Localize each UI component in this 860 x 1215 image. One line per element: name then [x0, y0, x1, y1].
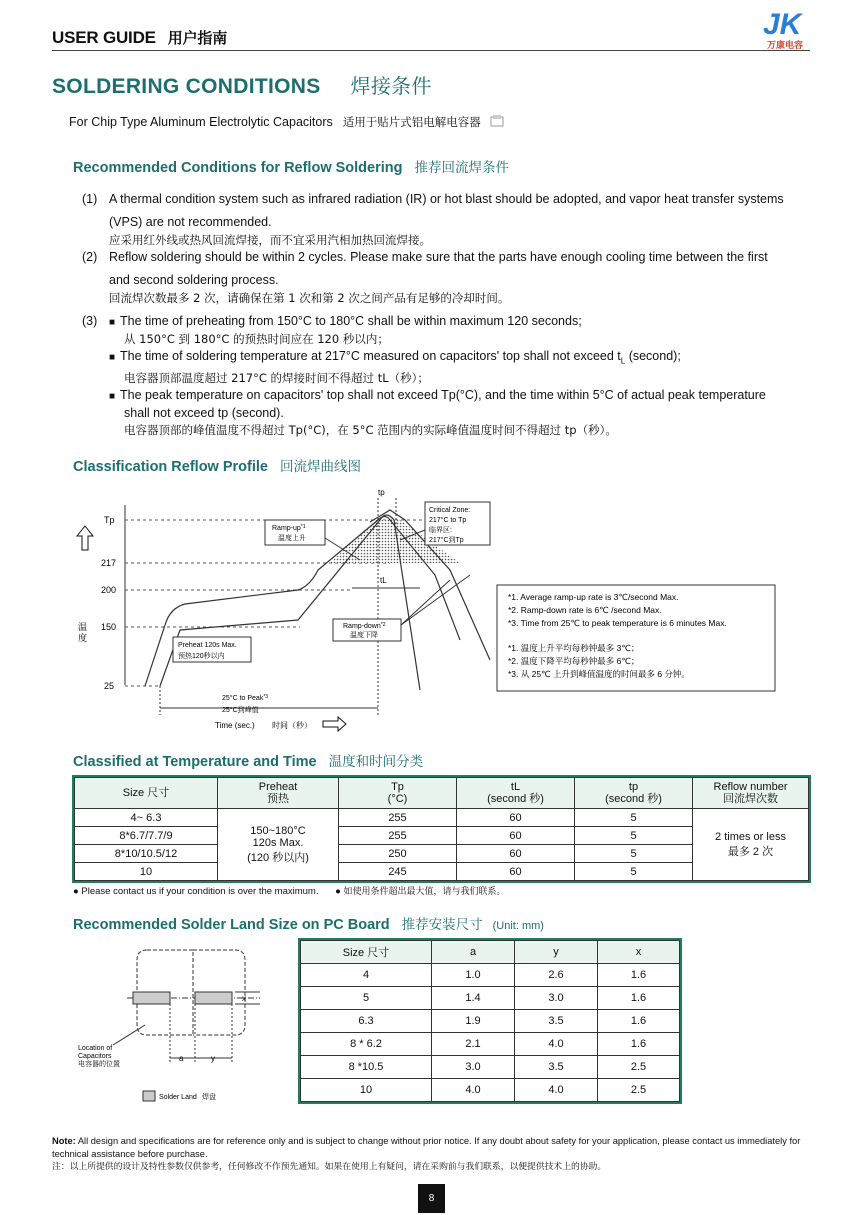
cell-reflow	[693, 809, 809, 881]
col-tpt	[575, 778, 693, 809]
temp-time-table-frame	[72, 775, 811, 883]
cell-tpt: 5	[575, 827, 693, 845]
table-row	[301, 1079, 680, 1102]
cell-x: 1.6	[598, 1010, 680, 1033]
condition-item-3	[82, 313, 812, 439]
section-land-size-cn: 推荐安装尺寸	[401, 917, 483, 933]
up-arrow-icon	[77, 526, 93, 550]
col-tl	[457, 778, 575, 809]
cell-size: 6.3	[301, 1010, 432, 1033]
cell-size: 8*6.7/7.7/9	[75, 827, 218, 845]
cell-tl: 60	[457, 809, 575, 827]
page-title-cn: 焊接条件	[350, 74, 432, 98]
cell-a: 1.4	[432, 987, 515, 1010]
table-row	[75, 809, 809, 827]
page-title	[52, 70, 432, 99]
section-reflow-profile-en: Classification Reflow Profile	[73, 459, 268, 475]
land-size-table-frame	[298, 938, 682, 1104]
temp-time-table	[74, 777, 809, 881]
cell-a: 1.9	[432, 1010, 515, 1033]
cell-y: 2.6	[515, 964, 598, 987]
section-land-size-en: Recommended Solder Land Size on PC Board	[73, 917, 390, 933]
bullet-soldering-end: (second);	[625, 349, 681, 363]
critical-label-cn2: 217°C到Tp	[429, 537, 464, 544]
critical-label-en: Critical Zone:	[429, 507, 471, 514]
col-tpt-unit: (second 秒)	[605, 793, 662, 805]
section-reflow-conditions	[73, 156, 509, 176]
solder-land-diagram	[75, 945, 275, 1110]
header-title-cn: 用户指南	[167, 29, 227, 47]
col-preheat-en: Preheat	[258, 781, 298, 793]
reflow-profile-chart	[60, 480, 790, 740]
logo-subtext: 万康电容	[767, 40, 804, 50]
preheat-label-cn: 预热120秒以内	[178, 653, 225, 660]
y-axis-label-1: 温	[78, 622, 88, 632]
capacitor-icon	[490, 114, 504, 128]
rampup-label-cn: 温度上升	[278, 535, 306, 542]
y-tick-200: 200	[101, 585, 117, 595]
bullet-dot-icon: ●	[335, 886, 341, 897]
critical-label-cn1: 临界区:	[429, 527, 452, 534]
table-header-row	[75, 778, 809, 809]
cell-tp: 245	[339, 863, 457, 881]
subtitle-cn: 适用于贴片式铝电解电容器	[342, 115, 481, 129]
item-text-cn: 回流焊次数最多 2 次，请确保在第 1 次和第 2 次之间产品有足够的冷却时间。	[109, 291, 510, 305]
cell-y: 3.5	[515, 1056, 598, 1079]
reflow-en: 2 times or less	[715, 830, 786, 843]
table-row	[301, 1033, 680, 1056]
solder-land-left	[133, 992, 170, 1004]
header-title-en: USER GUIDE	[52, 28, 156, 47]
logo-letters: JK	[763, 8, 802, 41]
cell-a: 3.0	[432, 1056, 515, 1079]
cell-size: 4	[301, 964, 432, 987]
section-reflow-profile	[73, 455, 361, 475]
bullet-soldering-en	[109, 348, 812, 370]
item-number: (2)	[82, 250, 98, 264]
cell-tpt: 5	[575, 845, 693, 863]
table-row	[301, 1010, 680, 1033]
tp-label: tp	[378, 488, 385, 497]
col-a: a	[432, 941, 515, 964]
section-reflow-conditions-en: Recommended Conditions for Reflow Soldering	[73, 160, 403, 176]
footer-note-label: Note:	[52, 1136, 76, 1146]
cell-tpt: 5	[575, 809, 693, 827]
bullet-dot-icon: ●	[73, 886, 79, 897]
table-note-en: Please contact us if your condition is over the maximum.	[81, 886, 319, 897]
col-tp-en: Tp	[391, 781, 404, 793]
x-dim-label: x	[242, 994, 246, 1003]
footer-note-cn: 注：以上所提供的设计及特性参数仅供参考，任何修改不作预先通知。如果在使用上有疑问，请在采购前与我们联系，以便提供技术上的协助。	[52, 1162, 607, 1172]
section-temp-time	[73, 750, 423, 770]
critical-label-range: 217°C to Tp	[429, 517, 467, 524]
footer-note-text: All design and specifications are for reference only and is subject to change without prior notice. If any doubt about safety for your application, please contact us immediately for technical assistance before purchase.	[52, 1136, 801, 1159]
rampdown-label-cn: 温度下降	[350, 632, 378, 639]
location-leader	[113, 1025, 145, 1045]
bullet-peak-en: ■ The peak temperature on capacitors' top shall not exceed Tp(°C), and the time within 5°C of actual peak temperature	[109, 387, 812, 405]
tl-subscript: L	[620, 356, 626, 366]
item-number: (3)	[82, 314, 98, 328]
section-reflow-conditions-cn: 推荐回流焊条件	[414, 160, 509, 176]
item-text-en: A thermal condition system such as infrared radiation (IR) or hot blast should be adopted, and vapor heat transfer systems	[109, 192, 784, 206]
col-tpt-en: tp	[628, 781, 639, 793]
location-label-en1: Location of	[78, 1045, 113, 1052]
col-reflow	[693, 778, 809, 809]
bullet-preheat-en: ■ The time of preheating from 150°C to 180°C shall be within maximum 120 seconds;	[109, 313, 812, 331]
cell-y: 3.0	[515, 987, 598, 1010]
col-y: y	[515, 941, 598, 964]
legend-label-cn: 焊盘	[202, 1094, 216, 1101]
cell-tl: 60	[457, 845, 575, 863]
location-label-cn: 电容器的位置	[78, 1061, 120, 1068]
topeak-label-en: 25°C to Peak$^{*3}$	[222, 694, 269, 702]
condition-item-1	[82, 190, 812, 249]
note-rampdown-en: *2. Ramp-down rate is 6℃ /second Max.	[508, 605, 662, 615]
preheat-time-cn: (120 秒以内)	[247, 851, 309, 864]
section-temp-time-en: Classified at Temperature and Time	[73, 754, 317, 770]
footer-note	[52, 1135, 812, 1174]
note-topeak-en: *3. Time from 25℃ to peak temperature is 6 minutes Max.	[508, 618, 727, 628]
cell-tp: 255	[339, 809, 457, 827]
table-note-cn: 如使用条件超出最大值，请与我们联系。	[343, 887, 506, 897]
x-axis-label-en: Time (sec.)	[215, 721, 255, 730]
rampup-label-en: Ramp-$up^{*1}$	[272, 524, 306, 532]
col-preheat-cn: 预热	[267, 793, 289, 805]
page-title-en: SOLDERING CONDITIONS	[52, 75, 321, 98]
item-text-en-cont: and second soldering process.	[109, 273, 279, 287]
cell-a: 1.0	[432, 964, 515, 987]
header-divider	[52, 50, 810, 51]
y-axis-label-2: 度	[78, 633, 88, 643]
cell-size: 5	[301, 987, 432, 1010]
location-label-en2: Capacitors	[78, 1053, 112, 1060]
col-size: Size 尺寸	[75, 778, 218, 809]
table-row	[301, 964, 680, 987]
col-reflow-en: Reflow number	[713, 781, 788, 793]
cell-x: 1.6	[598, 1033, 680, 1056]
item-text-en: Reflow soldering should be within 2 cycles. Please make sure that the parts have enough cooling time between the first	[109, 250, 768, 264]
cell-x: 1.6	[598, 964, 680, 987]
col-tl-en: tL	[510, 781, 521, 793]
y-tick-tp: Tp	[104, 515, 115, 525]
subtitle-en: For Chip Type Aluminum Electrolytic Capacitors	[69, 115, 333, 129]
section-reflow-profile-cn: 回流焊曲线图	[280, 459, 361, 475]
condition-item-2	[82, 248, 812, 307]
col-preheat	[218, 778, 339, 809]
bullet-peak-cn: 电容器顶部的峰值温度不得超过 Tp(°C)，在 5°C 范围内的实际峰值温度时间不得超过 tp（秒）。	[124, 422, 617, 437]
page-subtitle	[69, 114, 504, 130]
section-temp-time-cn: 温度和时间分类	[328, 754, 424, 770]
solder-land-right	[195, 992, 232, 1004]
preheat-time: 120s Max.	[252, 836, 304, 849]
right-arrow-icon	[323, 717, 346, 731]
y-dim-label: y	[211, 1054, 215, 1063]
section-land-size	[73, 913, 544, 933]
cell-tl: 60	[457, 863, 575, 881]
land-size-table	[300, 940, 680, 1102]
item-text-cn: 应采用红外线或热风回流焊接，而不宜采用汽相加热回流焊接。	[109, 233, 431, 247]
cell-size: 10	[301, 1079, 432, 1102]
legend-label-en: Solder Land	[159, 1094, 197, 1101]
tl-label: tL	[380, 576, 387, 585]
cell-tp: 255	[339, 827, 457, 845]
cell-tpt: 5	[575, 863, 693, 881]
preheat-range: 150~180°C	[250, 824, 306, 837]
cell-y: 3.5	[515, 1010, 598, 1033]
cell-preheat	[218, 809, 339, 881]
cell-tp: 250	[339, 845, 457, 863]
x-axis-label-cn: 时间（秒）	[272, 721, 312, 730]
table-note	[73, 884, 506, 897]
cell-size: 8*10/10.5/12	[75, 845, 218, 863]
rampdown-leader	[401, 580, 450, 625]
rampdown-label-en: Ramp-down$^{*2}$	[343, 622, 386, 630]
col-reflow-cn: 回流焊次数	[723, 793, 778, 805]
item-text-en-cont: (VPS) are not recommended.	[109, 215, 272, 229]
bullet-peak-en-cont: shall not exceed tp (second).	[124, 405, 284, 420]
cell-size: 8 *10.5	[301, 1056, 432, 1079]
cell-size: 8 * 6.2	[301, 1033, 432, 1056]
cell-tl: 60	[457, 827, 575, 845]
col-tp	[339, 778, 457, 809]
note-topeak-cn: *3. 从 25℃ 上升到峰值温度的时间最多 6 分钟。	[508, 669, 690, 679]
col-size: Size 尺寸	[301, 941, 432, 964]
cell-x: 2.5	[598, 1056, 680, 1079]
note-rampup-en: *1. Average ramp-up rate is 3℃/second Max.	[508, 592, 679, 602]
section-land-size-unit: (Unit: mm)	[492, 920, 544, 932]
y-tick-150: 150	[101, 622, 117, 632]
col-tp-unit: (°C)	[387, 793, 408, 805]
bullet-soldering-cn: 电容器顶部温度超过 217°C 的焊接时间不得超过 tL（秒）；	[124, 370, 429, 385]
y-tick-25: 25	[104, 681, 115, 691]
preheat-label-en: Preheat 120s Max.	[178, 642, 237, 649]
company-logo	[757, 4, 821, 50]
table-row	[301, 987, 680, 1010]
note-rampdown-cn: *2. 温度下降平均每秒钟最多 6℃；	[508, 656, 640, 666]
reflow-cn: 最多 2 次	[727, 845, 774, 858]
bullet-preheat-cn: 从 150°C 到 180°C 的预热时间应在 120 秒以内；	[124, 332, 389, 346]
note-rampup-cn: *1. 温度上升平均每秒钟最多 3℃；	[508, 643, 640, 653]
cell-x: 2.5	[598, 1079, 680, 1102]
cell-y: 4.0	[515, 1033, 598, 1056]
cell-size: 4~ 6.3	[75, 809, 218, 827]
page-number: 8	[418, 1184, 445, 1213]
header-title	[52, 27, 227, 48]
cell-y: 4.0	[515, 1079, 598, 1102]
topeak-label-cn: 25°C到峰值	[222, 707, 259, 714]
legend-swatch	[143, 1091, 155, 1101]
table-header-row	[301, 941, 680, 964]
cell-size: 10	[75, 863, 218, 881]
rampdown-leader-2	[401, 575, 470, 625]
y-tick-217: 217	[101, 558, 117, 568]
footer-note-en	[52, 1135, 812, 1161]
cell-a: 4.0	[432, 1079, 515, 1102]
cell-x: 1.6	[598, 987, 680, 1010]
col-tl-unit: (second 秒)	[487, 793, 544, 805]
col-x: x	[598, 941, 680, 964]
table-row	[301, 1056, 680, 1079]
bullet-soldering-text: The time of soldering temperature at 217°C measured on capacitors' top shall not exceed t	[120, 349, 621, 363]
a-dim-label: a	[179, 1054, 184, 1063]
item-number: (1)	[82, 192, 98, 206]
cell-a: 2.1	[432, 1033, 515, 1056]
